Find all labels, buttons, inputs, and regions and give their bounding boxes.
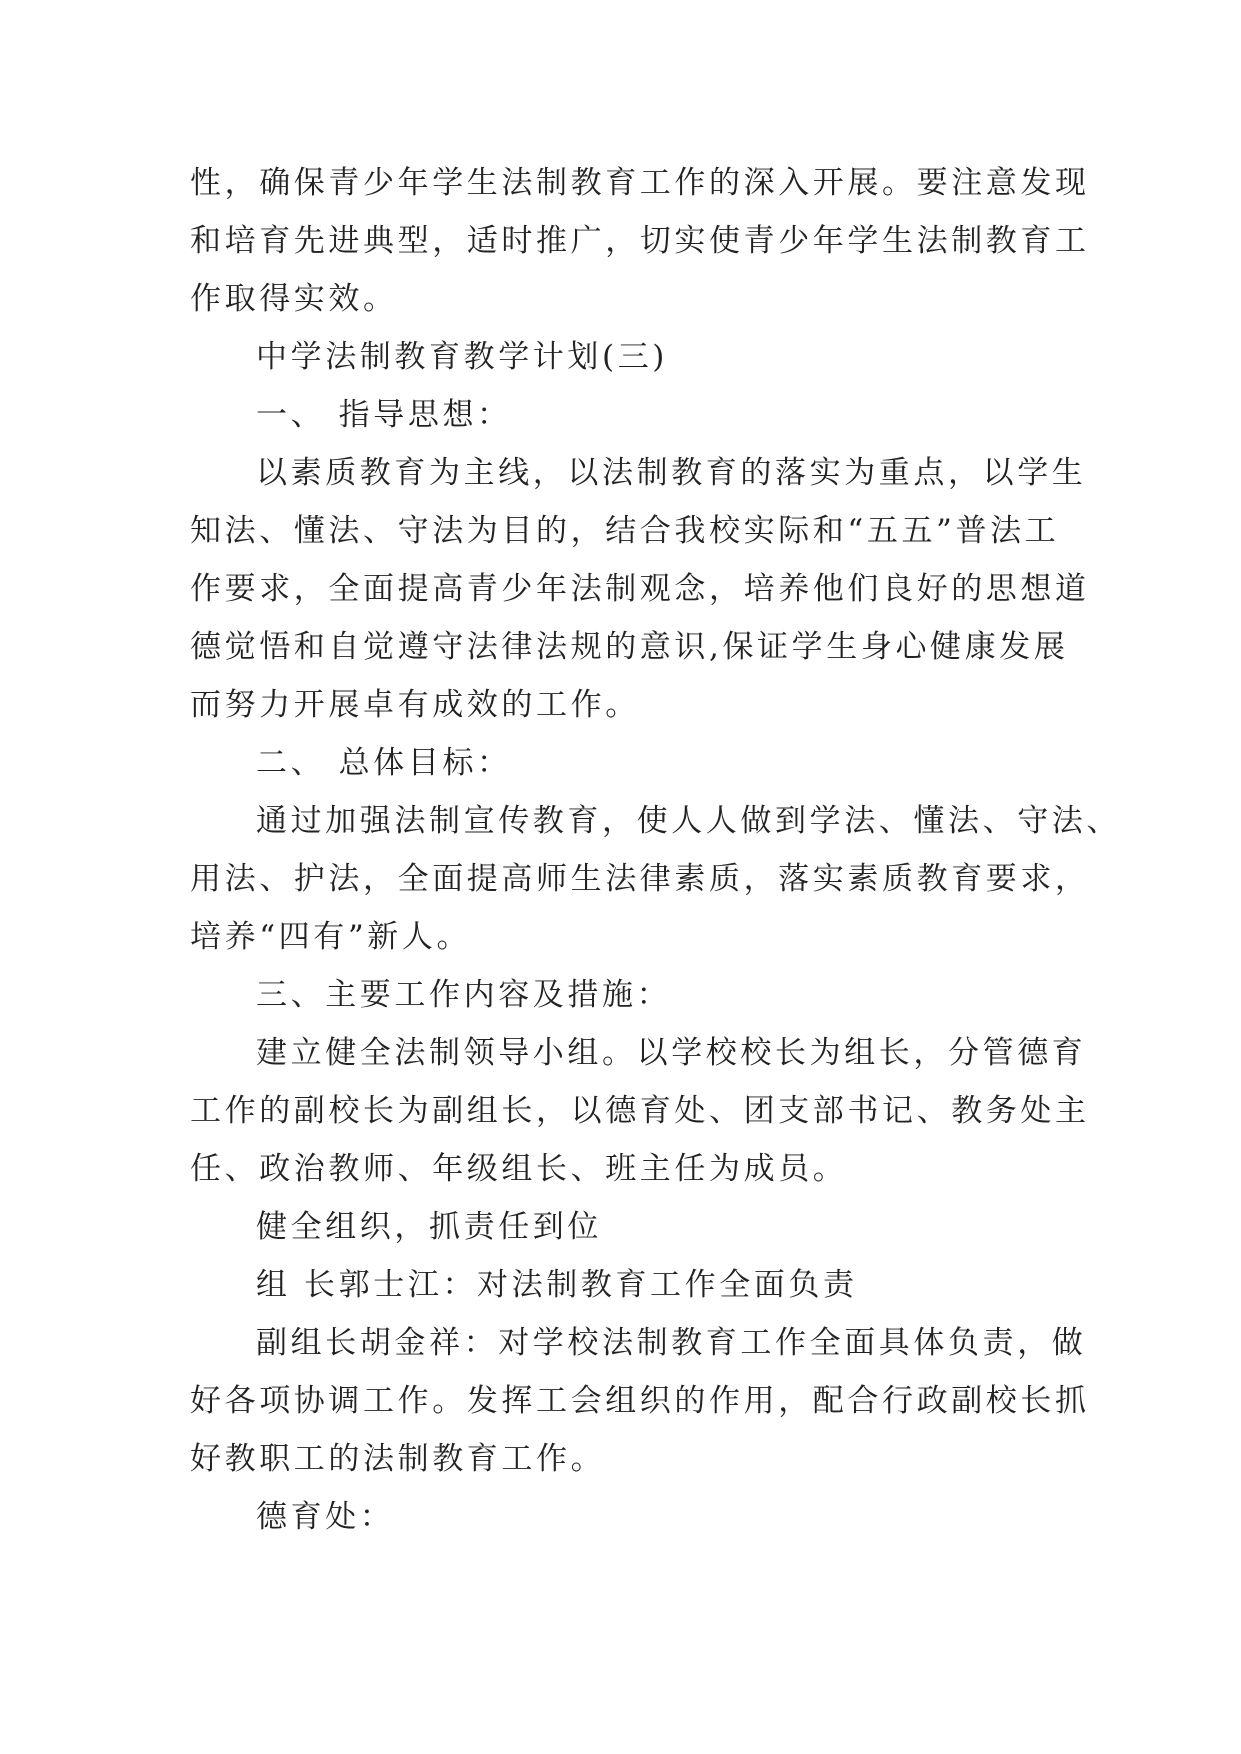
body-text-line: 健全组织，抓责任到位 xyxy=(256,1209,602,1245)
section-heading: 三、主要工作内容及措施： xyxy=(256,977,672,1013)
body-text-line: 好教职工的法制教育工作。 xyxy=(190,1441,606,1477)
body-text-line: 通过加强法制宣传教育，使人人做到学法、懂法、守法、 xyxy=(256,803,1121,839)
body-text-line: 培养“四有”新人。 xyxy=(190,919,472,955)
body-text-line: 作要求，全面提高青少年法制观念，培养他们良好的思想道 xyxy=(190,571,1090,607)
body-text-line: 用法、护法，全面提高师生法律素质，落实素质教育要求， xyxy=(190,861,1090,897)
section-title: 中学法制教育教学计划(三) xyxy=(256,339,668,375)
body-text-line: 而努力开展卓有成效的工作。 xyxy=(190,687,640,723)
body-text-line: 德觉悟和自觉遵守法律法规的意识,保证学生身心健康发展 xyxy=(190,629,1069,665)
body-text-line: 和培育先进典型，适时推广，切实使青少年学生法制教育工 xyxy=(190,223,1090,259)
body-text-line: 副组长胡金祥：对学校法制教育工作全面具体负责，做 xyxy=(256,1325,1087,1361)
body-text-line: 任、政治教师、年级组长、班主任为成员。 xyxy=(190,1151,848,1187)
body-text-line: 知法、懂法、守法为目的，结合我校实际和“五五”普法工 xyxy=(190,513,1060,549)
section-heading: 二、 总体目标： xyxy=(256,745,512,781)
body-text-line: 以素质教育为主线，以法制教育的落实为重点，以学生 xyxy=(256,455,1087,491)
body-text-line: 好各项协调工作。发挥工会组织的作用，配合行政副校长抓 xyxy=(190,1383,1090,1419)
body-text-line: 工作的副校长为副组长，以德育处、团支部书记、教务处主 xyxy=(190,1093,1090,1129)
body-text-line: 建立健全法制领导小组。以学校校长为组长，分管德育 xyxy=(256,1035,1087,1071)
body-text-line: 组 长郭士江：对法制教育工作全面负责 xyxy=(256,1267,858,1303)
section-heading: 一、 指导思想： xyxy=(256,397,512,433)
body-text-line: 德育处： xyxy=(256,1499,395,1535)
body-text-line: 作取得实效。 xyxy=(190,281,398,317)
body-text-line: 性，确保青少年学生法制教育工作的深入开展。要注意发现 xyxy=(190,165,1090,201)
